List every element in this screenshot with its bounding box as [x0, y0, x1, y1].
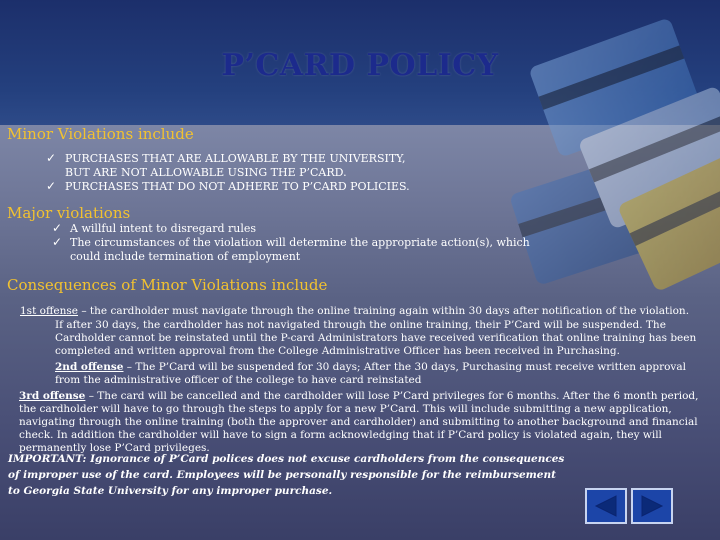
third-offense-text: – The card will be cancelled and the cardholder will lose P’Card privileges for 6 months. After the 6 month period, the cardholder will have to go through the steps to apply for a new P’Card. This will include submitting a new application, navigating through the online training (both the approver and cardholder) and submitting to another background and financial check. In addition the cardholder will have to sign a form acknowledging that if P’Card policy is violated again, they will permanently lose P’Card privileges.	[19, 390, 699, 454]
minor-heading: Minor Violations include	[7, 125, 194, 143]
previous-slide-button[interactable]	[585, 488, 627, 524]
important-note: IMPORTANT: Ignorance of P’Card polices does not excuse cardholders from the consequences of improper use of the card. Employees will be personally responsible for the reimbursement to Georgia State University for any improper purchase.	[8, 453, 565, 497]
check-icon: ✓	[46, 151, 57, 165]
first-offense-cont: If after 30 days, the cardholder has not navigated through the online training, their P’Card will be suspended. The Cardholder cannot be reinstated until the P-card Administrators have received verification that online training has been completed and written approval from the College Administrative Officer has been received in Purchasing.	[55, 319, 697, 357]
second-offense-label: 2nd offense	[55, 361, 124, 373]
consequences-heading: Consequences of Minor Violations include	[7, 276, 328, 294]
minor-item-2: PURCHASES THAT DO NOT ADHERE TO P’CARD POLICIES.	[65, 180, 410, 193]
check-icon: ✓	[46, 179, 57, 193]
minor-item-1: PURCHASES THAT ARE ALLOWABLE BY THE UNIVERSITY,	[65, 152, 406, 165]
check-icon: ✓	[52, 221, 63, 235]
next-slide-button[interactable]	[631, 488, 673, 524]
minor-item-1-cont: BUT ARE NOT ALLOWABLE USING THE P’CARD.	[65, 166, 347, 179]
first-offense-label: 1st offense	[20, 305, 78, 317]
arrow-right-icon	[640, 495, 664, 517]
major-item-2: The circumstances of the violation will determine the appropriate action(s), which	[70, 236, 530, 249]
third-offense-label: 3rd offense	[19, 390, 86, 402]
slide-title: P’CARD POLICY	[221, 48, 499, 83]
third-offense	[19, 390, 699, 455]
first-offense-text: – the cardholder must navigate through the online training again within 30 days after notification of the violation.	[78, 305, 690, 317]
arrow-left-icon	[594, 495, 618, 517]
major-item-2-cont: could include termination of employment	[70, 250, 301, 263]
major-item-1: A willful intent to disregard rules	[70, 222, 257, 235]
first-offense	[20, 305, 710, 318]
major-heading: Major violations	[7, 204, 131, 222]
second-offense-text: – The P’Card will be suspended for 30 days; After the 30 days, Purchasing must receive written approval from the administrative officer of the college to have card reinstated	[55, 361, 686, 386]
second-offense	[55, 361, 710, 387]
check-icon: ✓	[52, 235, 63, 249]
